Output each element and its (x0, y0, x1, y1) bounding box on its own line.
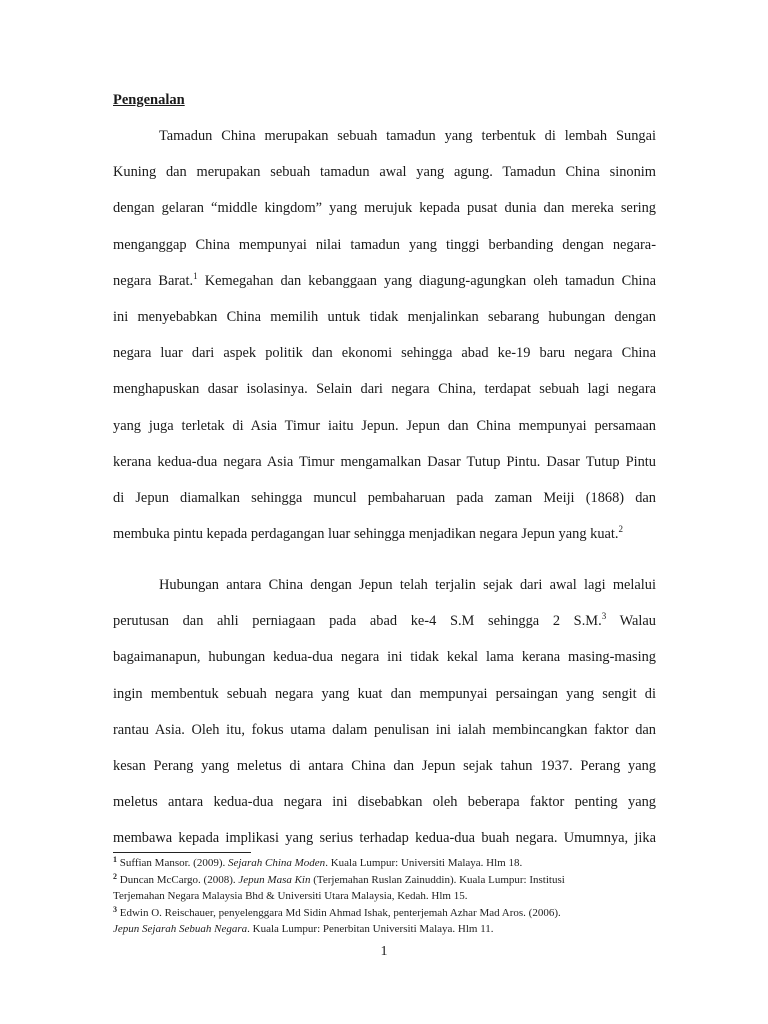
text-line: membawa kepada implikasi yang serius terhadap kedua-dua buah negara. Umumnya, jika (113, 830, 656, 847)
footnote-mark: 1 (113, 855, 117, 864)
text-line: Hubungan antara China dengan Jepun telah terjalin sejak dari awal lagi melalui (159, 577, 656, 593)
text-line: menganggap China mempunyai nilai tamadun yang tinggi berbanding dengan negara- (113, 236, 656, 253)
text-line (113, 603, 656, 639)
text-line: negara luar dari aspek politik dan ekonomi sehingga abad ke-19 baru negara China (113, 345, 656, 362)
text-line: bagaimanapun, hubungan kedua-dua negara ini tidak kekal lama kerana masing-masing (113, 649, 656, 666)
text-line: menghapuskan dasar isolasinya. Selain dari negara China, terdapat sebuah lagi negara (113, 381, 656, 398)
footnotes (113, 855, 658, 938)
text-line: dengan gelaran “middle kingdom” yang merujuk kepada pusat dunia dan mereka sering (113, 200, 656, 217)
text-line: Tamadun China merupakan sebuah tamadun yang terbentuk di lembah Sungai (159, 128, 656, 144)
text-line: Kuning dan merupakan sebuah tamadun awal yang agung. Tamadun China sinonim (113, 164, 656, 181)
footnote-title: Jepun Masa Kin (238, 873, 311, 886)
text-segment: Walau (606, 613, 656, 630)
text-line: yang juga terletak di Asia Timur iaitu Jepun. Jepun dan China mempunyai persamaan (113, 417, 656, 434)
text-line: di Jepun diamalkan sehingga muncul pembaharuan pada zaman Meiji (1868) dan (113, 489, 656, 506)
text-segment: perutusan dan ahli perniagaan pada abad ke-4 S.M sehingga 2 S.M. (113, 613, 602, 630)
footnote-line (113, 905, 658, 922)
footnote-reference[interactable]: 3 (601, 611, 607, 622)
page-number: 1 (380, 944, 388, 959)
footnote-separator (113, 852, 251, 853)
footnote-text: Duncan McCargo. (2008). (117, 873, 239, 886)
text-segment: Kemegahan dan kebanggaan yang diagung-agungkan oleh tamadun China (197, 272, 656, 289)
footnote-line (113, 888, 658, 905)
footnote-reference[interactable]: 2 (618, 524, 623, 535)
text-line: ingin membentuk sebuah negara yang kuat dan mempunyai persaingan yang sengit di (113, 685, 656, 702)
section-heading: Pengenalan (113, 92, 185, 108)
footnote-text: . Kuala Lumpur: Penerbitan Universiti Malaya. Hlm 11. (247, 923, 494, 936)
text-line: kerana kedua-dua negara Asia Timur mengamalkan Dasar Tutup Pintu. Dasar Tutup Pintu (113, 453, 656, 470)
footnote-title: Jepun Sejarah Sebuah Negara (113, 923, 248, 936)
paragraph-relations (113, 567, 656, 857)
footnote-title: Sejarah China Moden (228, 857, 326, 869)
footnote-text: . Kuala Lumpur: Universiti Malaya. Hlm 18. (325, 857, 523, 869)
text-line: meletus antara kedua-dua negara ini disebabkan oleh beberapa faktor penting yang (113, 794, 656, 811)
footnote-mark: 3 (113, 904, 117, 914)
paragraph-introduction (113, 118, 656, 552)
text-line (113, 516, 656, 552)
text-line: ini menyebabkan China memilih untuk tidak menjalinkan sebarang hubungan dengan (113, 308, 656, 325)
footnote-text: Suffian Mansor. (2009). (117, 857, 229, 869)
text-segment: membuka pintu kepada perdagangan luar sehingga menjadikan negara Jepun yang kuat. (113, 526, 619, 543)
footnote-reference[interactable]: 1 (193, 270, 198, 281)
footnote-text: (Terjemahan Ruslan Zainuddin). Kuala Lumpur: Institusi (310, 873, 565, 886)
text-line: rantau Asia. Oleh itu, fokus utama dalam penulisan ini ialah membincangkan faktor dan (113, 721, 656, 738)
text-line (113, 263, 656, 299)
footnote-text: Terjemahan Negara Malaysia Bhd & Universiti Utara Malaysia, Kedah. Hlm 15. (113, 890, 468, 903)
footnote-line (113, 855, 658, 872)
text-segment: negara Barat. (113, 272, 194, 289)
footnote-line (113, 921, 658, 938)
footnote-text: Edwin O. Reischauer, penyelenggara Md Sidin Ahmad Ishak, penterjemah Azhar Mad Aros. (2006). (117, 906, 561, 919)
text-line: kesan Perang yang meletus di antara China dan Jepun sejak tahun 1937. Perang yang (113, 757, 656, 774)
footnote-mark: 2 (113, 871, 117, 881)
footnote-line (113, 872, 658, 889)
